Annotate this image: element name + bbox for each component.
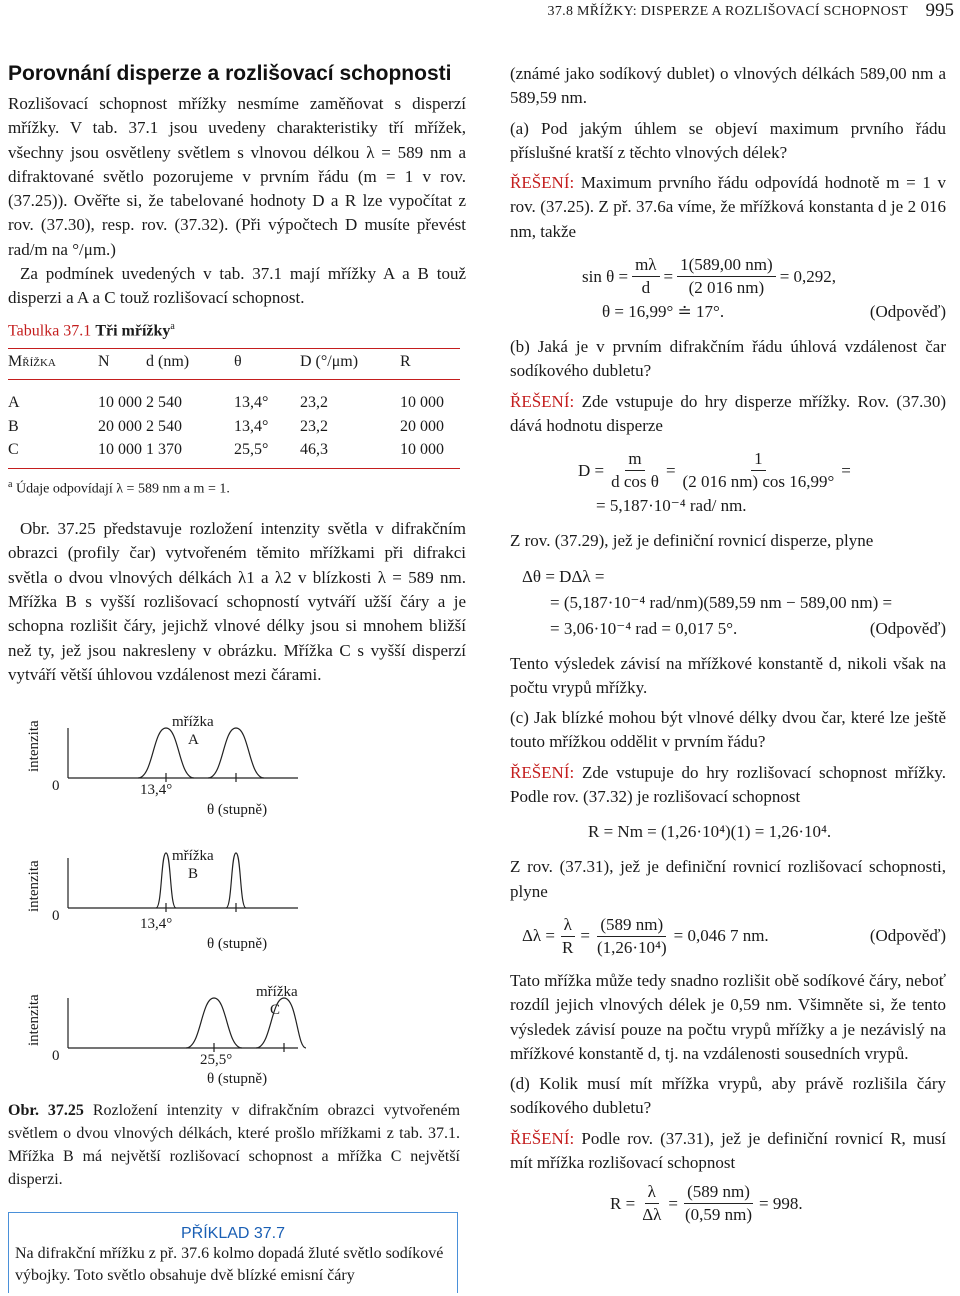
eq-a-angle: θ = 16,99° ≐ 17°. — [602, 302, 725, 322]
example-text: Na difrakční mřížku z př. 37.6 kolmo dopadá žluté světlo sodíkové výbojky. Toto světlo obsahuje dvě blízké emisní čáry — [15, 1245, 444, 1284]
eq-e-f1-den: R — [562, 937, 574, 957]
eq-f-lhs: R = — [610, 1193, 636, 1213]
panel-a-grating-word: mřížka — [172, 714, 214, 730]
table-title-sup: a — [170, 320, 175, 332]
figure-caption — [8, 1099, 460, 1191]
example-continuation: (známé jako sodíkový dublet) o vlnových délkách 589,00 nm a 589,59 nm. — [510, 64, 946, 108]
col-header-dispersion: D (°/μm) — [300, 349, 400, 380]
eq-a-f1-num: mλ — [632, 254, 659, 277]
cell: 13,4° — [234, 394, 269, 411]
equation-d: R = Nm = (1,26·10⁴)(1) = 1,26·10⁴. — [588, 822, 832, 842]
solution-label: ŘEŠENÍ: — [510, 391, 575, 411]
figure-paragraph: Obr. 37.25 představuje rozložení intenzity světla v difrakčním obrazci (profily čar) vytvořeném těmito mřížkami při difrakci světla o dvou vlnových délkách λ1 a λ2 v blízkosti λ = 589 nm. Mřížka B s vyšší rozlišovací schopností vytváří užší čáry a je schopna rozlišit čáry, jejichž vlnové délky jsou si mnohem bližší než ty, jež jsou nakresleny v obrázku. Mřížka C s vyšší disperzí vytváří větší úhlovou vzdálenost mezi čárami. — [8, 519, 466, 684]
eq-f-f2-den: (0,59 nm) — [684, 1205, 753, 1225]
section-title: Porovnání disperze a rozlišovací schopnosti — [8, 62, 452, 85]
eq-a-f2-num: 1(589,00 nm) — [677, 254, 776, 277]
eq-a-f2-den: (2 016 nm) — [688, 278, 765, 298]
panel-b-ylabel: intenzita — [26, 860, 42, 912]
cell: 23,2 — [300, 417, 328, 435]
table-header-row — [8, 349, 460, 380]
cell: 20 000 — [400, 417, 444, 435]
eq-c-line-3: = 3,06·10⁻⁴ rad = 0,017 5°. — [550, 618, 738, 638]
gratings-table — [8, 348, 460, 469]
col-header-resolving: R — [400, 349, 460, 380]
table-title: Tři mřížky — [95, 322, 171, 339]
solution-a-text: Maximum prvního řádu odpovídá hodnotě m = 1 v rov. (37.25). Z př. 37.6a víme, že mřížková konstanta d je 2 016 nm, takže — [510, 173, 946, 241]
panel-c-xlabel: θ (stupně) — [207, 1071, 268, 1087]
answer-label: (Odpověď) — [869, 618, 946, 638]
solution-b — [510, 390, 946, 439]
cell: 10 000 — [98, 394, 142, 411]
eq-b-f2-num: 1 — [751, 448, 766, 471]
cell: A — [8, 394, 20, 411]
solution-label: ŘEŠENÍ: — [510, 1128, 575, 1148]
equation-c — [510, 564, 946, 642]
cell: 46,3 — [300, 438, 400, 468]
footnote-mark: a — [8, 478, 13, 490]
cell: 10 000 — [400, 438, 460, 468]
col-header-d: d (nm) — [146, 349, 234, 380]
eq-e-f2-num: (589 nm) — [597, 914, 666, 937]
eq-f-f1-num: λ — [645, 1181, 659, 1204]
cell: 13,4° — [234, 417, 269, 435]
col-header-n: N — [98, 349, 146, 380]
cell: 10 000 — [98, 438, 146, 468]
cell: C — [8, 438, 98, 468]
panel-c-angle: 25,5° — [200, 1052, 233, 1068]
intro-paragraph-1: Rozlišovací schopnost mřížky nesmíme zaměňovat s disperzí mřížky. V tab. 37.1 jsou uvedeny charakteristiky tří mřížek, všechny jsou osvětleny světlem s vlnovou délkou λ = 589 nm a difraktované světlo pozorujeme v prvním řádu (m = 1 v rov. (37.25)). Ověřte si, že tabelované hodnoty D a R lze vypočítat z rov. (37.30), resp. rov. (37.32). (Při výpočtech D musíte převést rad/m na °/μm.) — [8, 94, 466, 259]
intro-paragraph-2: Za podmínek uvedených v tab. 37.1 mají mřížky A a B touž disperzi a A a C touž rozlišovací schopnost. — [8, 264, 466, 308]
panel-c-grating-word: mřížka — [256, 984, 298, 1000]
solution-c — [510, 761, 946, 810]
solution-b-3: Tento výsledek závisí na mřížkové konstantě d, nikoli však na počtu vrypů mřížky. — [510, 653, 946, 697]
running-header — [0, 0, 960, 28]
panel-c-zero: 0 — [52, 1048, 60, 1064]
table-footnote — [8, 479, 466, 498]
equation-e: Δλ = $\frac{\lambda}{R}$ = $\frac{(589 nm)}{\text{(1,26·10⁴)}}$ = 0,046 7 nm. (Odpověď) — [522, 914, 946, 957]
header-title: 37.8 MŘÍŽKY: DISPERZE A ROZLIŠOVACÍ SCHOPNOST — [547, 4, 908, 19]
equation-f: R = $\frac{\lambda}{\Delta\lambda}$ = $\frac{(589 nm)}{(0,59 nm)}$ = 998. — [610, 1182, 803, 1225]
eq-a-result: = 0,292, — [779, 266, 837, 286]
footnote-text: Údaje odpovídají λ = 589 nm a m = 1. — [15, 481, 230, 497]
page-number: 995 — [925, 0, 954, 21]
panel-b-line-2 — [226, 853, 246, 908]
solution-c-text: Zde vstupuje do hry rozlišovací schopnost mřížky. Podle rov. (37.32) je rozlišovací schopnost — [510, 762, 946, 807]
panel-a-zero: 0 — [52, 778, 60, 794]
cell: 25,5° — [234, 438, 300, 468]
panel-c-line-1 — [186, 998, 242, 1048]
table-caption — [8, 321, 466, 340]
panel-a-ylabel: intenzita — [26, 720, 42, 772]
panel-b-grating-word: mřížka — [172, 848, 214, 864]
col-header-theta: θ — [234, 349, 300, 380]
solution-label: ŘEŠENÍ: — [510, 762, 575, 782]
cell: 2 540 — [146, 417, 182, 435]
panel-c-grating: C — [270, 1002, 281, 1018]
panel-b-angle: 13,4° — [140, 916, 173, 932]
panel-a-grating: A — [188, 732, 199, 748]
solution-b-text: Zde vstupuje do hry disperze mřížky. Rov. (37.30) dává hodnotu disperze — [510, 391, 946, 435]
cell: 10 000 — [400, 394, 444, 411]
answer-label: (Odpověď) — [869, 926, 946, 946]
eq-b-lhs: D = — [578, 460, 605, 480]
col-header-grating: Mřížka — [8, 349, 98, 380]
solution-d-text: Podle rov. (37.31), jež je definiční rovnicí R, musí mít mřížka rozlišovací schopnost — [510, 1128, 946, 1173]
equation-a: sin θ = $\frac{m\lambda}{d}$ = $\frac{1(589,00 nm)}{(2 016 nm)}$ = 0,292, θ = 16,99° ≐ 17°. (Odpověď) — [510, 254, 946, 325]
eq-e-result: = 0,046 7 nm. — [673, 926, 769, 946]
answer-label: (Odpověď) — [869, 302, 946, 322]
cell: 2 540 — [146, 394, 182, 411]
cell: 20 000 — [98, 417, 142, 435]
eq-f-f2-num: (589 nm) — [684, 1181, 753, 1204]
solution-c-3: Tato mřížka může tedy snadno rozlišit obě sodíkové čáry, neboť rozdíl jejich vlnových délek je 0,59 nm. Všimněte si, že tento výsledek závisí pouze na počtu vrypů mřížky a je nezávislý na mřížkové konstantě d, tj. na vzdálenosti sousedních vrypů. — [510, 970, 946, 1063]
cell: 1 370 — [146, 438, 234, 468]
eq-b-f1-num: m — [625, 448, 644, 471]
panel-a-angle: 13,4° — [140, 782, 173, 798]
table-number: Tabulka 37.1 — [8, 322, 92, 339]
panel-a-line-2 — [208, 728, 264, 778]
panel-b-grating: B — [188, 866, 199, 882]
question-c: (c) Jak blízké mohou být vlnové délky dvou čar, které lze ještě touto mřížkou oddělit v prvním řádu? — [510, 708, 946, 752]
panel-c-ylabel: intenzita — [26, 994, 42, 1046]
eq-e-f1-num: λ — [561, 914, 575, 937]
solution-c-2: Z rov. (37.31), jež je definiční rovnicí rozlišovací schopnosti, plyne — [510, 857, 946, 901]
eq-f-result: = 998. — [759, 1193, 803, 1213]
panel-a-line-1 — [138, 728, 194, 778]
eq-a-lhs: sin θ = — [582, 266, 629, 286]
intensity-figure — [8, 708, 308, 1098]
eq-b-result: = 5,187·10⁻⁴ rad/ nm. — [596, 496, 747, 516]
solution-d — [510, 1127, 946, 1176]
eq-b-f1-den: d cos θ — [611, 472, 659, 492]
question-d: (d) Kolik musí mít mřížka vrypů, aby právě rozlišila čáry sodíkového dubletu? — [510, 1074, 946, 1118]
panel-c-line-2 — [256, 998, 306, 1048]
eq-c-line-2: = (5,187·10⁻⁴ rad/nm)(589,59 nm − 589,00 nm) = — [550, 592, 893, 612]
eq-b-f2-den: (2 016 nm) cos 16,99° — [682, 472, 835, 492]
eq-a-f1-den: d — [641, 278, 651, 298]
panel-b-xlabel: θ (stupně) — [207, 936, 268, 952]
example-title: PŘÍKLAD 37.7 — [180, 1225, 286, 1242]
eq-e-f2-den: (1,26·10⁴) — [596, 937, 667, 957]
left-column — [8, 62, 466, 687]
question-a: (a) Pod jakým úhlem se objeví maximum prvního řádu příslušné kratší z těchto vlnových délek? — [510, 118, 946, 162]
figure-caption-label: Obr. 37.25 — [8, 1102, 84, 1119]
table-row — [8, 438, 460, 468]
panel-a-xlabel: θ (stupně) — [207, 802, 268, 818]
table-row — [8, 380, 460, 415]
cell: 23,2 — [300, 394, 328, 411]
panel-b-zero: 0 — [52, 908, 60, 924]
eq-f-f1-den: Δλ — [642, 1205, 662, 1225]
figure-caption-text: Rozložení intenzity v difrakčním obrazci vytvořeném světlem o dvou vlnových délkách, které prošlo mřížkami z tab. 37.1. Mřížka B má největší rozlišovací schopnost a mřížka C největší disperzi. — [8, 1102, 461, 1188]
right-column — [510, 62, 946, 1236]
table-row — [8, 415, 460, 439]
example-box — [8, 1212, 458, 1293]
eq-c-line-1: Δθ = DΔλ = — [522, 566, 605, 586]
eq-e-lhs: Δλ = — [522, 926, 556, 946]
solution-a — [510, 171, 946, 244]
question-b: (b) Jaká je v prvním difrakčním řádu úhlová vzdálenost čar sodíkového dubletu? — [510, 337, 946, 381]
solution-b-2: Z rov. (37.29), jež je definiční rovnicí disperze, plyne — [510, 531, 874, 551]
equation-b: D = $\frac{m}{\text{d cos θ}}$ = $\frac{1}{(2 016 nm) \cos 16,99^\circ}$ = = 5,187·10⁻⁴ rad/ nm. — [510, 448, 946, 519]
cell: B — [8, 417, 19, 435]
solution-label: ŘEŠENÍ: — [510, 173, 575, 193]
